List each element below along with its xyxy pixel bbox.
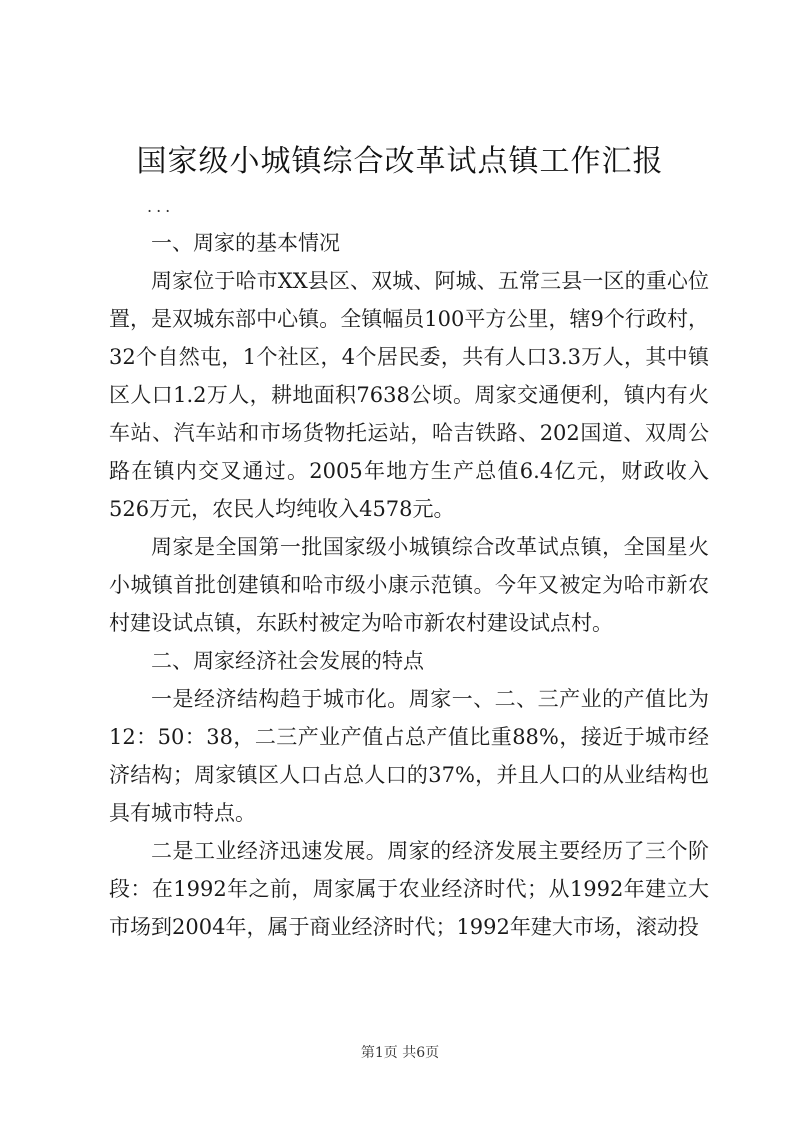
paragraph-pilot-town: 周家是全国第一批国家级小城镇综合改革试点镇，全国星火小城镇首批创建镇和哈市级小康示范镇。今年又被定为哈市新农村建设试点镇，东跃村被定为哈市新农村建设试点村。 bbox=[109, 535, 709, 635]
paragraph-industry: 二是工业经济迅速发展。周家的经济发展主要经历了三个阶段：在1992年之前，周家属于农业经济时代；从1992年建立大市场到2004年，属于商业经济时代；1992年建大市场，滚动投 bbox=[109, 839, 709, 939]
document-title: 国家级小城镇综合改革试点镇工作汇报 bbox=[136, 144, 664, 179]
paragraph-urbanization: 一是经济结构趋于城市化。周家一、二、三产业的产值比为12：50：38，二三产业产值占总产值比重88%，接近于城市经济结构；周家镇区人口占总人口的37%，并且人口的从业结构也具有城市特点。 bbox=[109, 687, 709, 825]
section-heading-1: 一、周家的基本情况 bbox=[151, 231, 340, 255]
page-footer: 第1页 共6页 bbox=[360, 1045, 440, 1061]
section-heading-2: 二、周家经济社会发展的特点 bbox=[151, 649, 424, 673]
paragraph-basic-info: 周家位于哈市XX县区、双城、阿城、五常三县一区的重心位置，是双城东部中心镇。全镇幅员100平方公里，辖9个行政村，32个自然屯，1个社区，4个居民委，共有人口3.3万人，其中镇区人口1.2万人，耕地面积7638公顷。周家交通便利，镇内有火车站、汽车站和市场货物托运站，哈吉铁路、202国道、双周公路在镇内交叉通过。2005年地方生产总值6.4亿元，财政收入526万元，农民人均纯收入4578元。 bbox=[109, 269, 709, 521]
document-body bbox=[109, 224, 709, 946]
ellipsis-marker: ... bbox=[147, 197, 175, 216]
